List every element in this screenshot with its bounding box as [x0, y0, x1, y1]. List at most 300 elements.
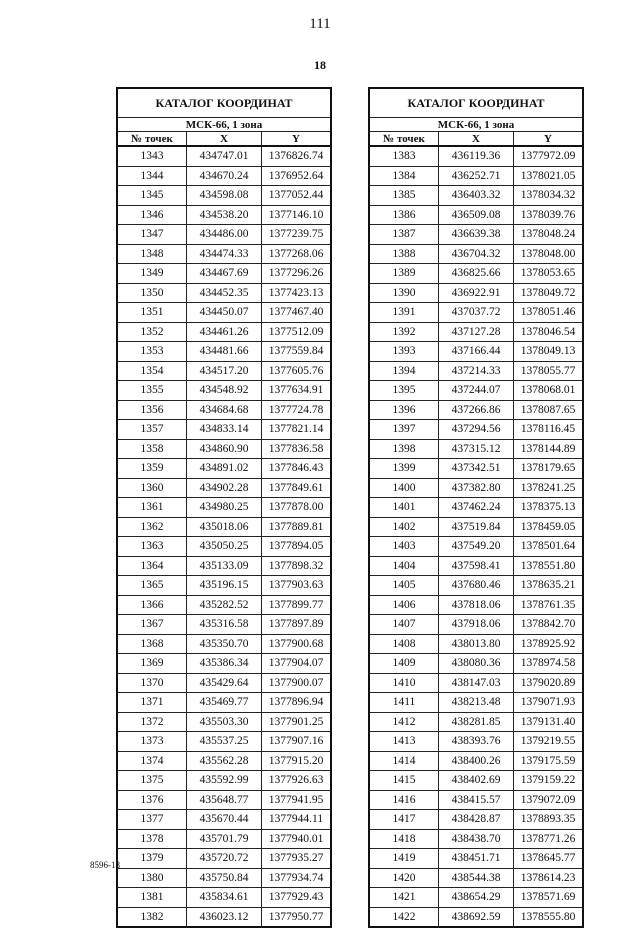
- point-number-cell: 1397: [369, 420, 439, 440]
- x-coordinate-cell: 434517.20: [187, 361, 262, 381]
- point-number-cell: 1345: [117, 186, 187, 206]
- y-coordinate-cell: 1377296.26: [262, 264, 332, 284]
- y-coordinate-cell: 1377915.20: [262, 751, 332, 771]
- point-number-cell: 1375: [117, 771, 187, 791]
- y-coordinate-cell: 1378635.21: [514, 576, 584, 596]
- x-coordinate-cell: 435429.64: [187, 673, 262, 693]
- x-coordinate-cell: 434747.01: [187, 146, 262, 166]
- y-coordinate-cell: 1378048.24: [514, 225, 584, 245]
- x-coordinate-cell: 437462.24: [439, 498, 514, 518]
- point-number-cell: 1399: [369, 459, 439, 479]
- point-number-cell: 1404: [369, 556, 439, 576]
- point-number-cell: 1420: [369, 868, 439, 888]
- point-number-cell: 1413: [369, 732, 439, 752]
- x-coordinate-cell: 437127.28: [439, 322, 514, 342]
- y-coordinate-cell: 1378021.05: [514, 166, 584, 186]
- y-coordinate-cell: 1379159.22: [514, 771, 584, 791]
- table-row: [117, 595, 331, 615]
- y-coordinate-cell: 1377894.05: [262, 537, 332, 557]
- point-number-cell: 1398: [369, 439, 439, 459]
- table-row: [369, 654, 583, 674]
- x-coordinate-cell: 434902.28: [187, 478, 262, 498]
- point-number-cell: 1344: [117, 166, 187, 186]
- y-coordinate-cell: 1378049.13: [514, 342, 584, 362]
- y-coordinate-cell: 1377907.16: [262, 732, 332, 752]
- table-row: [117, 576, 331, 596]
- table-row: [369, 712, 583, 732]
- table-row: [117, 810, 331, 830]
- table-row: [369, 693, 583, 713]
- point-number-cell: 1403: [369, 537, 439, 557]
- x-coordinate-cell: 435050.25: [187, 537, 262, 557]
- point-number-cell: 1379: [117, 849, 187, 869]
- x-coordinate-cell: 438438.70: [439, 829, 514, 849]
- y-coordinate-cell: 1377934.74: [262, 868, 332, 888]
- x-coordinate-cell: 435537.25: [187, 732, 262, 752]
- point-number-cell: 1363: [117, 537, 187, 557]
- x-coordinate-cell: 437519.84: [439, 517, 514, 537]
- y-coordinate-cell: 1379020.89: [514, 673, 584, 693]
- point-number-cell: 1383: [369, 146, 439, 166]
- x-coordinate-cell: 437214.33: [439, 361, 514, 381]
- y-coordinate-cell: 1378893.35: [514, 810, 584, 830]
- x-coordinate-cell: 437266.86: [439, 400, 514, 420]
- y-coordinate-cell: 1379072.09: [514, 790, 584, 810]
- x-coordinate-cell: 435670.44: [187, 810, 262, 830]
- y-coordinate-cell: 1377950.77: [262, 907, 332, 927]
- point-number-cell: 1353: [117, 342, 187, 362]
- x-coordinate-cell: 435018.06: [187, 517, 262, 537]
- y-coordinate-cell: 1376826.74: [262, 146, 332, 166]
- x-coordinate-cell: 434452.35: [187, 283, 262, 303]
- catalog-title: КАТАЛОГ КООРДИНАТ: [117, 88, 331, 118]
- column-header-x: X: [439, 132, 514, 147]
- table-row: [369, 615, 583, 635]
- y-coordinate-cell: 1379219.55: [514, 732, 584, 752]
- catalog-zone: МСК-66, 1 зона: [369, 118, 583, 132]
- point-number-cell: 1392: [369, 322, 439, 342]
- y-coordinate-cell: 1377901.25: [262, 712, 332, 732]
- x-coordinate-cell: 438402.69: [439, 771, 514, 791]
- table-row: [369, 849, 583, 869]
- y-coordinate-cell: 1378459.05: [514, 517, 584, 537]
- y-coordinate-cell: 1377889.81: [262, 517, 332, 537]
- x-coordinate-cell: 436119.36: [439, 146, 514, 166]
- x-coordinate-cell: 434467.69: [187, 264, 262, 284]
- x-coordinate-cell: 438451.71: [439, 849, 514, 869]
- x-coordinate-cell: 434461.26: [187, 322, 262, 342]
- x-coordinate-cell: 435386.34: [187, 654, 262, 674]
- x-coordinate-cell: 434891.02: [187, 459, 262, 479]
- x-coordinate-cell: 437549.20: [439, 537, 514, 557]
- y-coordinate-cell: 1378925.92: [514, 634, 584, 654]
- x-coordinate-cell: 436509.08: [439, 205, 514, 225]
- x-coordinate-cell: 434860.90: [187, 439, 262, 459]
- catalog-body: [117, 146, 331, 927]
- x-coordinate-cell: 438393.76: [439, 732, 514, 752]
- table-row: [369, 264, 583, 284]
- table-row: [369, 810, 583, 830]
- x-coordinate-cell: 437818.06: [439, 595, 514, 615]
- y-coordinate-cell: 1378048.00: [514, 244, 584, 264]
- table-row: [117, 790, 331, 810]
- catalog-zone: МСК-66, 1 зона: [117, 118, 331, 132]
- point-number-cell: 1405: [369, 576, 439, 596]
- y-coordinate-cell: 1378046.54: [514, 322, 584, 342]
- column-header-point-number: № точек: [369, 132, 439, 147]
- table-row: [117, 751, 331, 771]
- point-number-cell: 1359: [117, 459, 187, 479]
- y-coordinate-cell: 1378501.64: [514, 537, 584, 557]
- x-coordinate-cell: 434598.08: [187, 186, 262, 206]
- catalog-title: КАТАЛОГ КООРДИНАТ: [369, 88, 583, 118]
- x-coordinate-cell: 438400.26: [439, 751, 514, 771]
- x-coordinate-cell: 438692.59: [439, 907, 514, 927]
- point-number-cell: 1369: [117, 654, 187, 674]
- x-coordinate-cell: 438654.29: [439, 888, 514, 908]
- point-number-cell: 1357: [117, 420, 187, 440]
- point-number-cell: 1368: [117, 634, 187, 654]
- y-coordinate-cell: 1378555.80: [514, 907, 584, 927]
- y-coordinate-cell: 1377929.43: [262, 888, 332, 908]
- table-row: [369, 205, 583, 225]
- table-row: [369, 751, 583, 771]
- point-number-cell: 1422: [369, 907, 439, 927]
- y-coordinate-cell: 1378842.70: [514, 615, 584, 635]
- y-coordinate-cell: 1377898.32: [262, 556, 332, 576]
- point-number-cell: 1343: [117, 146, 187, 166]
- table-row: [369, 361, 583, 381]
- y-coordinate-cell: 1377836.58: [262, 439, 332, 459]
- x-coordinate-cell: 434450.07: [187, 303, 262, 323]
- point-number-cell: 1384: [369, 166, 439, 186]
- y-coordinate-cell: 1377724.78: [262, 400, 332, 420]
- table-row: [369, 771, 583, 791]
- x-coordinate-cell: 434481.66: [187, 342, 262, 362]
- y-coordinate-cell: 1378144.89: [514, 439, 584, 459]
- x-coordinate-cell: 435834.61: [187, 888, 262, 908]
- x-coordinate-cell: 435503.30: [187, 712, 262, 732]
- table-row: [117, 634, 331, 654]
- x-coordinate-cell: 437315.12: [439, 439, 514, 459]
- point-number-cell: 1352: [117, 322, 187, 342]
- point-number-cell: 1389: [369, 264, 439, 284]
- y-coordinate-cell: 1378087.65: [514, 400, 584, 420]
- point-number-cell: 1396: [369, 400, 439, 420]
- point-number-cell: 1386: [369, 205, 439, 225]
- table-row: [117, 556, 331, 576]
- y-coordinate-cell: 1378049.72: [514, 283, 584, 303]
- point-number-cell: 1365: [117, 576, 187, 596]
- catalog-body: [369, 146, 583, 927]
- column-header-x: X: [187, 132, 262, 147]
- table-row: [369, 459, 583, 479]
- table-row: [117, 303, 331, 323]
- y-coordinate-cell: 1379175.59: [514, 751, 584, 771]
- table-row: [369, 400, 583, 420]
- table-row: [117, 166, 331, 186]
- table-row: [117, 693, 331, 713]
- x-coordinate-cell: 437382.80: [439, 478, 514, 498]
- point-number-cell: 1374: [117, 751, 187, 771]
- point-number-cell: 1367: [117, 615, 187, 635]
- table-row: [117, 283, 331, 303]
- x-coordinate-cell: 436825.66: [439, 264, 514, 284]
- table-row: [117, 673, 331, 693]
- x-coordinate-cell: 438544.38: [439, 868, 514, 888]
- x-coordinate-cell: 438147.03: [439, 673, 514, 693]
- table-row: [117, 420, 331, 440]
- column-header-y: Y: [262, 132, 332, 147]
- x-coordinate-cell: 436023.12: [187, 907, 262, 927]
- table-row: [369, 420, 583, 440]
- x-coordinate-cell: 434980.25: [187, 498, 262, 518]
- table-row: [117, 868, 331, 888]
- point-number-cell: 1402: [369, 517, 439, 537]
- y-coordinate-cell: 1377900.07: [262, 673, 332, 693]
- table-row: [369, 146, 583, 166]
- point-number-cell: 1378: [117, 829, 187, 849]
- point-number-cell: 1381: [117, 888, 187, 908]
- table-row: [117, 146, 331, 166]
- table-row: [117, 732, 331, 752]
- point-number-cell: 1409: [369, 654, 439, 674]
- table-row: [369, 381, 583, 401]
- y-coordinate-cell: 1378116.45: [514, 420, 584, 440]
- sheet-number: 18: [314, 58, 326, 72]
- y-coordinate-cell: 1378179.65: [514, 459, 584, 479]
- point-number-cell: 1411: [369, 693, 439, 713]
- x-coordinate-cell: 438281.85: [439, 712, 514, 732]
- x-coordinate-cell: 438080.36: [439, 654, 514, 674]
- x-coordinate-cell: 435196.15: [187, 576, 262, 596]
- y-coordinate-cell: 1378771.26: [514, 829, 584, 849]
- table-row: [117, 244, 331, 264]
- table-row: [369, 595, 583, 615]
- table-row: [369, 322, 583, 342]
- y-coordinate-cell: 1377935.27: [262, 849, 332, 869]
- table-row: [369, 244, 583, 264]
- table-row: [117, 537, 331, 557]
- table-row: [369, 537, 583, 557]
- table-row: [369, 342, 583, 362]
- point-number-cell: 1376: [117, 790, 187, 810]
- point-number-cell: 1387: [369, 225, 439, 245]
- point-number-cell: 1415: [369, 771, 439, 791]
- point-number-cell: 1391: [369, 303, 439, 323]
- y-coordinate-cell: 1378614.23: [514, 868, 584, 888]
- point-number-cell: 1350: [117, 283, 187, 303]
- table-row: [117, 478, 331, 498]
- point-number-cell: 1372: [117, 712, 187, 732]
- table-row: [117, 264, 331, 284]
- x-coordinate-cell: 434474.33: [187, 244, 262, 264]
- point-number-cell: 1380: [117, 868, 187, 888]
- page-number: 111: [309, 16, 331, 32]
- x-coordinate-cell: 437294.56: [439, 420, 514, 440]
- point-number-cell: 1362: [117, 517, 187, 537]
- x-coordinate-cell: 437342.51: [439, 459, 514, 479]
- x-coordinate-cell: 435720.72: [187, 849, 262, 869]
- table-row: [117, 888, 331, 908]
- y-coordinate-cell: 1378053.65: [514, 264, 584, 284]
- point-number-cell: 1382: [117, 907, 187, 927]
- x-coordinate-cell: 437037.72: [439, 303, 514, 323]
- table-row: [369, 186, 583, 206]
- y-coordinate-cell: 1378068.01: [514, 381, 584, 401]
- point-number-cell: 1373: [117, 732, 187, 752]
- point-number-cell: 1349: [117, 264, 187, 284]
- point-number-cell: 1351: [117, 303, 187, 323]
- point-number-cell: 1417: [369, 810, 439, 830]
- y-coordinate-cell: 1378039.76: [514, 205, 584, 225]
- table-row: [117, 342, 331, 362]
- y-coordinate-cell: 1377512.09: [262, 322, 332, 342]
- point-number-cell: 1358: [117, 439, 187, 459]
- x-coordinate-cell: 438415.57: [439, 790, 514, 810]
- y-coordinate-cell: 1377896.94: [262, 693, 332, 713]
- point-number-cell: 1356: [117, 400, 187, 420]
- point-number-cell: 1360: [117, 478, 187, 498]
- point-number-cell: 1370: [117, 673, 187, 693]
- table-row: [117, 849, 331, 869]
- x-coordinate-cell: 437166.44: [439, 342, 514, 362]
- table-row: [117, 654, 331, 674]
- point-number-cell: 1406: [369, 595, 439, 615]
- point-number-cell: 1347: [117, 225, 187, 245]
- y-coordinate-cell: 1377899.77: [262, 595, 332, 615]
- y-coordinate-cell: 1378761.35: [514, 595, 584, 615]
- point-number-cell: 1366: [117, 595, 187, 615]
- x-coordinate-cell: 436252.71: [439, 166, 514, 186]
- x-coordinate-cell: 436922.91: [439, 283, 514, 303]
- x-coordinate-cell: 438013.80: [439, 634, 514, 654]
- y-coordinate-cell: 1377941.95: [262, 790, 332, 810]
- table-row: [117, 498, 331, 518]
- y-coordinate-cell: 1377146.10: [262, 205, 332, 225]
- y-coordinate-cell: 1377821.14: [262, 420, 332, 440]
- point-number-cell: 1388: [369, 244, 439, 264]
- x-coordinate-cell: 437598.41: [439, 556, 514, 576]
- x-coordinate-cell: 435133.09: [187, 556, 262, 576]
- table-row: [117, 517, 331, 537]
- table-row: [369, 498, 583, 518]
- table-row: [117, 361, 331, 381]
- point-number-cell: 1390: [369, 283, 439, 303]
- table-row: [369, 790, 583, 810]
- point-number-cell: 1354: [117, 361, 187, 381]
- x-coordinate-cell: 435701.79: [187, 829, 262, 849]
- point-number-cell: 1416: [369, 790, 439, 810]
- y-coordinate-cell: 1378375.13: [514, 498, 584, 518]
- x-coordinate-cell: 436403.32: [439, 186, 514, 206]
- y-coordinate-cell: 1377559.84: [262, 342, 332, 362]
- y-coordinate-cell: 1378241.25: [514, 478, 584, 498]
- column-header-point-number: № точек: [117, 132, 187, 147]
- y-coordinate-cell: 1377903.63: [262, 576, 332, 596]
- y-coordinate-cell: 1377926.63: [262, 771, 332, 791]
- point-number-cell: 1410: [369, 673, 439, 693]
- y-coordinate-cell: 1377849.61: [262, 478, 332, 498]
- table-row: [117, 205, 331, 225]
- point-number-cell: 1418: [369, 829, 439, 849]
- point-number-cell: 1364: [117, 556, 187, 576]
- x-coordinate-cell: 434486.00: [187, 225, 262, 245]
- point-number-cell: 1401: [369, 498, 439, 518]
- table-row: [117, 381, 331, 401]
- table-row: [117, 459, 331, 479]
- table-row: [369, 439, 583, 459]
- y-coordinate-cell: 1378551.80: [514, 556, 584, 576]
- x-coordinate-cell: 435282.52: [187, 595, 262, 615]
- document-code: 8596-18: [90, 860, 120, 870]
- point-number-cell: 1412: [369, 712, 439, 732]
- x-coordinate-cell: 437244.07: [439, 381, 514, 401]
- y-coordinate-cell: 1377944.11: [262, 810, 332, 830]
- point-number-cell: 1395: [369, 381, 439, 401]
- y-coordinate-cell: 1377972.09: [514, 146, 584, 166]
- y-coordinate-cell: 1379131.40: [514, 712, 584, 732]
- point-number-cell: 1400: [369, 478, 439, 498]
- y-coordinate-cell: 1377900.68: [262, 634, 332, 654]
- table-row: [117, 225, 331, 245]
- y-coordinate-cell: 1377467.40: [262, 303, 332, 323]
- x-coordinate-cell: 438428.87: [439, 810, 514, 830]
- table-row: [117, 439, 331, 459]
- point-number-cell: 1355: [117, 381, 187, 401]
- table-row: [117, 712, 331, 732]
- table-row: [117, 907, 331, 927]
- table-row: [117, 829, 331, 849]
- table-row: [369, 478, 583, 498]
- x-coordinate-cell: 435750.84: [187, 868, 262, 888]
- point-number-cell: 1414: [369, 751, 439, 771]
- table-row: [369, 303, 583, 323]
- point-number-cell: 1371: [117, 693, 187, 713]
- point-number-cell: 1361: [117, 498, 187, 518]
- point-number-cell: 1346: [117, 205, 187, 225]
- y-coordinate-cell: 1377423.13: [262, 283, 332, 303]
- y-coordinate-cell: 1377268.06: [262, 244, 332, 264]
- x-coordinate-cell: 434538.20: [187, 205, 262, 225]
- table-row: [369, 576, 583, 596]
- x-coordinate-cell: 435562.28: [187, 751, 262, 771]
- point-number-cell: 1407: [369, 615, 439, 635]
- y-coordinate-cell: 1379071.93: [514, 693, 584, 713]
- x-coordinate-cell: 437918.06: [439, 615, 514, 635]
- table-row: [369, 517, 583, 537]
- point-number-cell: 1421: [369, 888, 439, 908]
- y-coordinate-cell: 1378974.58: [514, 654, 584, 674]
- table-row: [369, 166, 583, 186]
- table-row: [117, 615, 331, 635]
- x-coordinate-cell: 436704.32: [439, 244, 514, 264]
- y-coordinate-cell: 1377878.00: [262, 498, 332, 518]
- table-row: [369, 907, 583, 927]
- coordinate-catalog-table-left: [116, 87, 332, 928]
- point-number-cell: 1385: [369, 186, 439, 206]
- y-coordinate-cell: 1376952.64: [262, 166, 332, 186]
- x-coordinate-cell: 435469.77: [187, 693, 262, 713]
- y-coordinate-cell: 1377239.75: [262, 225, 332, 245]
- y-coordinate-cell: 1377052.44: [262, 186, 332, 206]
- table-row: [369, 888, 583, 908]
- y-coordinate-cell: 1378055.77: [514, 361, 584, 381]
- table-row: [369, 634, 583, 654]
- y-coordinate-cell: 1378571.69: [514, 888, 584, 908]
- table-row: [369, 732, 583, 752]
- point-number-cell: 1394: [369, 361, 439, 381]
